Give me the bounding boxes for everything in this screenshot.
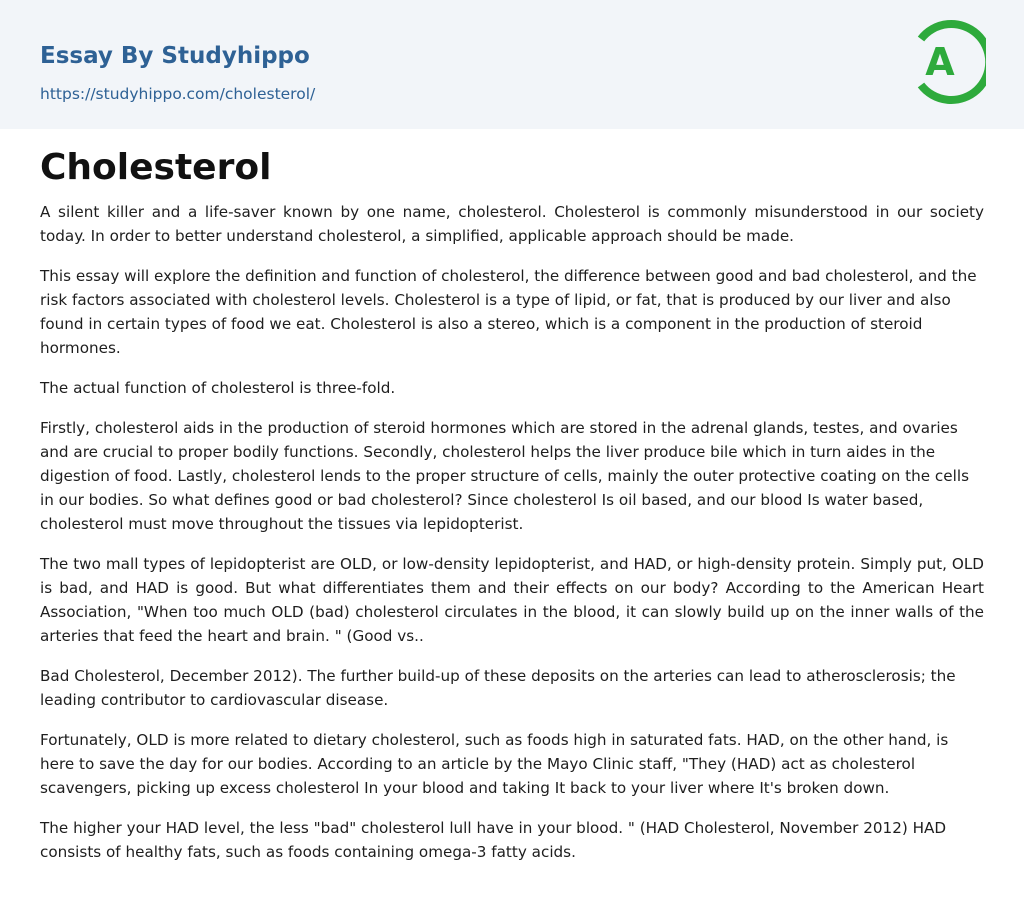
paragraph-2: This essay will explore the definition and function of cholesterol, the difference between good and bad cholesterol, and the risk factors associated with cholesterol levels. Cholesterol is a type of lipid, or fat, that is produced by our liver and also found in certain types of food we eat. Cholesterol is also a stereo, which is a component in the production of steroid hormones. [40, 267, 977, 357]
page-title: Cholesterol [40, 147, 272, 188]
paragraph-6: Bad Cholesterol, December 2012). The further build-up of these deposits on the arteries can lead to atherosclerosis; the leading contributor to cardiovascular disease. [40, 667, 956, 709]
paragraph-1: A silent killer and a life-saver known by one name, cholesterol. Cholesterol is commonly misunderstood in our society today. In order to better understand cholesterol, a simplified, applicable approach should be made. [40, 203, 984, 245]
logo-letter: A [925, 40, 955, 84]
paragraph-4: Firstly, cholesterol aids in the production of steroid hormones which are stored in the adrenal glands, testes, and ovaries and are crucial to proper bodily functions. Secondly, cholesterol helps the liver produce bile which in turn aides in the digestion of food. Lastly, cholesterol lends to the proper structure of cells, mainly the outer protective coating on the cells in our bodies. So what defines good or bad cholesterol? Since cholesterol Is oil based, and our blood Is water based, cholesterol must move throughout the tissues via lepidopterist. [40, 419, 969, 533]
brand-title[interactable]: Essay By Studyhippo [40, 43, 310, 69]
studyhippo-logo-icon[interactable] [912, 19, 986, 105]
paragraph-5: The two mall types of lepidopterist are OLD, or low-density lepidopterist, and HAD, or high-density protein. Simply put, OLD is bad, and HAD is good. But what differentiates them and their effects on our body? According to the American Heart Association, "When too much OLD (bad) cholesterol circulates in the blood, it can slowly build up on the inner walls of the arteries that feed the heart and brain. " (Good vs.. [40, 555, 984, 645]
source-url-link[interactable]: https://studyhippo.com/cholesterol/ [40, 85, 316, 103]
paragraph-3: The actual function of cholesterol is three-fold. [40, 379, 396, 397]
essay-body [40, 200, 984, 880]
paragraph-8: The higher your HAD level, the less "bad" cholesterol lull have in your blood. " (HAD Cholesterol, November 2012) HAD consists of healthy fats, such as foods containing omega-3 fatty acids. [40, 819, 947, 861]
paragraph-7: Fortunately, OLD is more related to dietary cholesterol, such as foods high in saturated fats. HAD, on the other hand, is here to save the day for our bodies. According to an article by the Mayo Clinic staff, "They (HAD) act as cholesterol scavengers, picking up excess cholesterol In your blood and taking It back to your liver where It's broken down. [40, 731, 949, 797]
site-header [0, 0, 1024, 129]
